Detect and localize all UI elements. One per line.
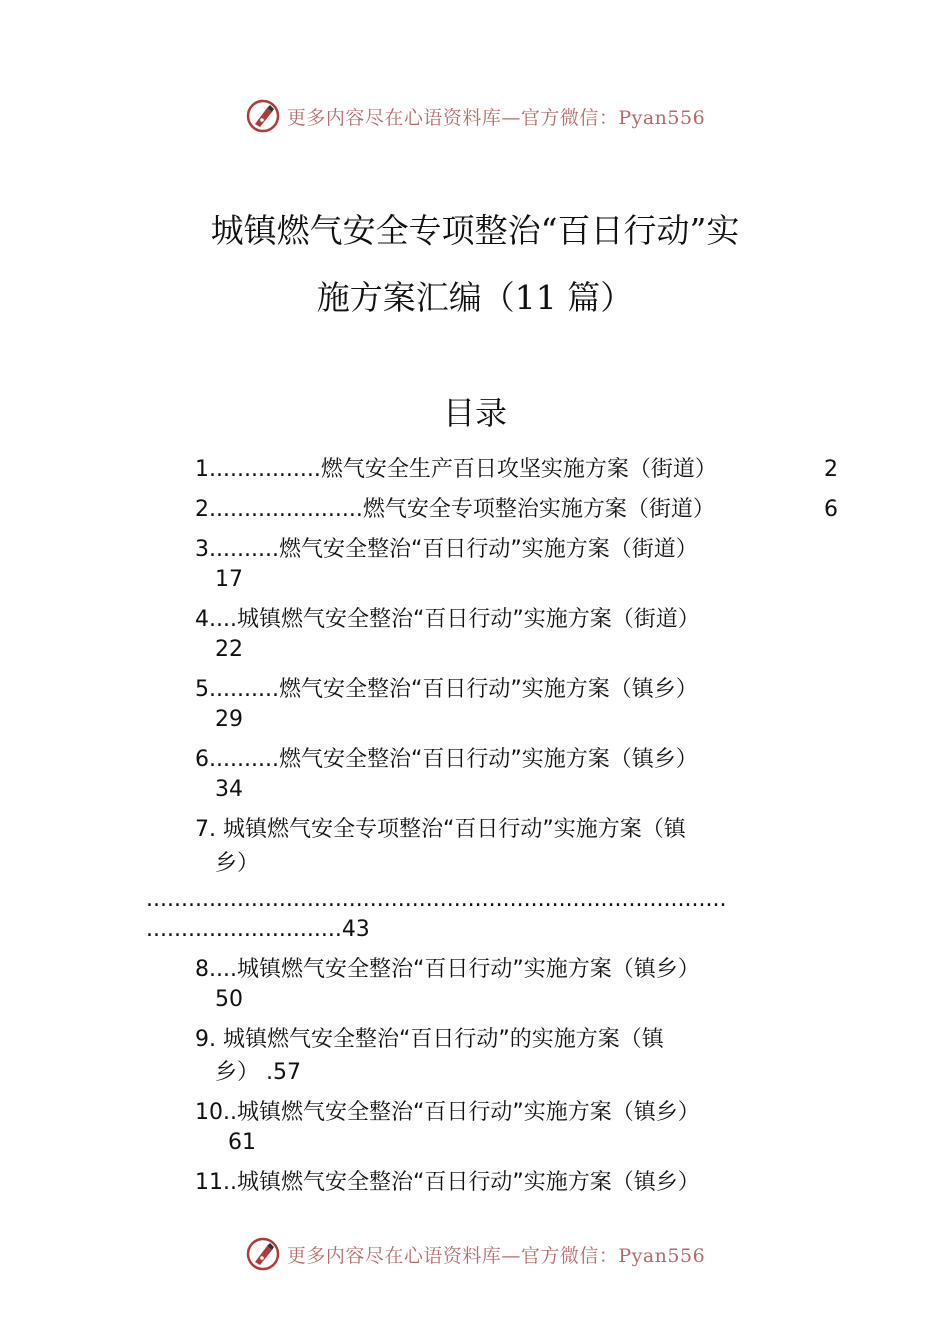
toc-entry-title: 燃气安全整治“百日行动”实施方案（镇乡） — [278, 747, 698, 772]
footer-banner — [0, 1232, 950, 1276]
toc-entry-11[interactable] — [195, 1168, 700, 1198]
toc-entry-1[interactable] — [195, 455, 717, 485]
toc-entry-7-continuation: 乡） — [215, 851, 260, 876]
toc-entry-6[interactable] — [195, 745, 698, 775]
banner-text: 更多内容尽在心语资料库—官方微信：Pyan556 — [286, 1244, 706, 1267]
banner-text: 更多内容尽在心语资料库—官方微信：Pyan556 — [286, 106, 706, 129]
toc-entry-7-leader-end — [146, 915, 370, 945]
toc-entry-5-page: 29 — [215, 707, 243, 732]
toc-leader: .......... — [209, 677, 279, 702]
toc-entry-number: 4 — [195, 607, 209, 632]
toc-entry-title: 燃气安全整治“百日行动”实施方案（街道） — [278, 537, 698, 562]
toc-entry-10[interactable] — [195, 1098, 700, 1128]
toc-leader: .. — [223, 1170, 237, 1195]
toc-entry-title: 城镇燃气安全整治“百日行动”实施方案（街道） — [236, 607, 700, 632]
toc-entry-number: 1 — [195, 457, 209, 482]
toc-entry-number: 2 — [195, 497, 209, 522]
toc-entry-number: 11 — [195, 1170, 223, 1195]
toc-entry-title: 城镇燃气安全整治“百日行动”实施方案（镇乡） — [236, 957, 700, 982]
toc-leader: ............................ — [146, 917, 342, 942]
toc-entry-9-continuation: 乡） .57 — [215, 1060, 301, 1085]
toc-leader: .... — [209, 607, 237, 632]
toc-leader: ................ — [209, 457, 321, 482]
pen-nib-logo-icon — [245, 98, 281, 134]
toc-entry-title: 城镇燃气安全整治“百日行动”实施方案（镇乡） — [237, 1100, 700, 1125]
toc-leader: .......... — [209, 537, 279, 562]
toc-entry-number: 3 — [195, 537, 209, 562]
toc-entry-8-page: 50 — [215, 987, 243, 1012]
document-title-line-2: 施方案汇编（11 篇） — [316, 278, 634, 317]
toc-entry-title: 燃气安全生产百日攻坚实施方案（街道） — [320, 457, 717, 482]
toc-entry-number: 8 — [195, 957, 209, 982]
toc-entry-6-page: 34 — [215, 777, 243, 802]
toc-entry-2[interactable] — [195, 495, 715, 525]
toc-entry-10-page: 61 — [228, 1130, 256, 1155]
toc-leader: ...................... — [209, 497, 363, 522]
toc-entry-number: 6 — [195, 747, 209, 772]
toc-leader: .......... — [209, 747, 279, 772]
toc-leader: .... — [209, 957, 237, 982]
pen-nib-logo-icon — [245, 1236, 281, 1272]
toc-entry-number: 5 — [195, 677, 209, 702]
toc-entry-4[interactable] — [195, 605, 700, 635]
toc-leader: .. — [223, 1100, 237, 1125]
toc-entry-7-page: 43 — [341, 917, 370, 942]
toc-heading: 目录 — [442, 394, 507, 432]
document-title-line-1: 城镇燃气安全专项整治“百日行动”实 — [210, 211, 740, 250]
toc-entry-3[interactable] — [195, 535, 698, 565]
toc-entry-5[interactable] — [195, 675, 698, 705]
toc-entry-8[interactable] — [195, 955, 700, 985]
toc-entry-title: 城镇燃气安全整治“百日行动”实施方案（镇乡） — [237, 1170, 700, 1195]
header-banner — [0, 94, 950, 138]
toc-entry-3-page: 17 — [215, 567, 243, 592]
toc-entry-title: 燃气安全整治“百日行动”实施方案（镇乡） — [278, 677, 698, 702]
toc-entry-title: 燃气安全专项整治实施方案（街道） — [362, 497, 715, 522]
toc-entry-9[interactable]: 9. 城镇燃气安全整治“百日行动”的实施方案（镇 — [195, 1027, 664, 1052]
toc-entry-1-page: 2 — [824, 457, 838, 482]
toc-entry-2-page: 6 — [824, 497, 838, 522]
toc-entry-7[interactable]: 7. 城镇燃气安全专项整治“百日行动”实施方案（镇 — [195, 817, 686, 842]
toc-entry-7-leader: ................................................................................... — [146, 887, 727, 912]
toc-entry-4-page: 22 — [215, 637, 243, 662]
toc-entry-number: 10 — [195, 1100, 223, 1125]
